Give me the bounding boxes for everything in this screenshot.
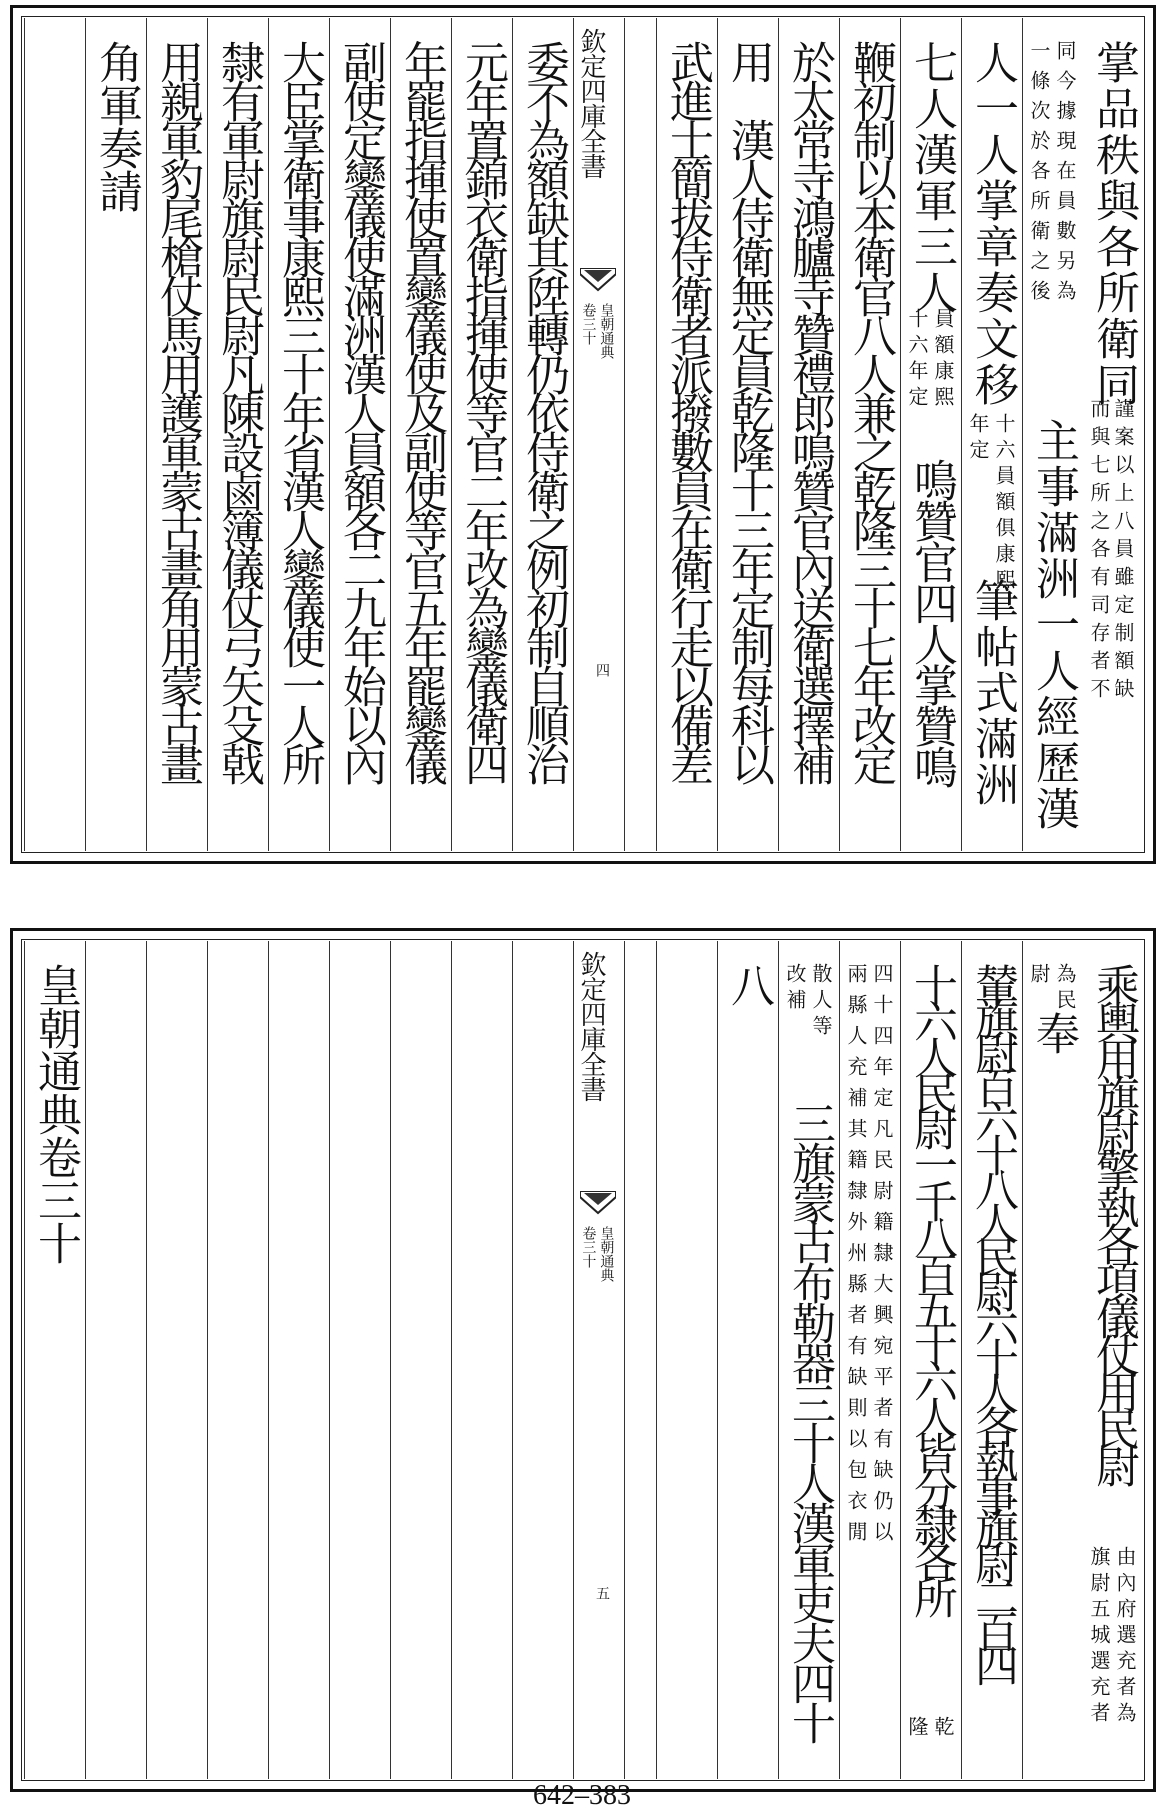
main-text: 乘輿用旗尉擎執各項儀仗用民尉	[1088, 963, 1139, 1481]
main-text: 年罷指揮使置鑾儀使及副使等官五年罷鑾儀	[396, 40, 447, 781]
top-page	[10, 5, 1156, 864]
text-column	[85, 18, 147, 851]
annotation-text: 十六年定	[905, 308, 929, 412]
book-title: 欽定四庫全書	[576, 951, 606, 1101]
annotation-text: 旗尉五城選充者	[1087, 1546, 1111, 1728]
text-column	[451, 18, 513, 851]
text-column	[1022, 941, 1084, 1779]
center-fold	[573, 18, 625, 851]
main-text: 八	[723, 963, 774, 1006]
annotation-text: 謹案以上八員雖定制額缺	[1111, 398, 1135, 706]
main-text: 隸有軍尉旗尉民尉凡陳設鹵簿儀仗弓矢殳戟	[213, 40, 264, 781]
main-text: 副使定鑾儀使滿洲漢人員額各二九年始以內	[335, 40, 386, 781]
main-text: 用 漢人侍衛無定員乾隆十三年定制每科以	[723, 40, 774, 781]
text-column	[268, 18, 330, 851]
text-column	[778, 18, 840, 851]
folio-number: 四	[594, 663, 610, 677]
page-number: 642–383	[533, 1780, 631, 1811]
chapter-end-title: 皇朝通典卷三十	[30, 963, 81, 1264]
text-column	[329, 941, 391, 1779]
annotation-text: 乾	[931, 1716, 955, 1740]
sub-title: 皇朝通典	[598, 303, 615, 359]
main-text: 大臣掌衛事康熙三十年省漢人鑾儀使一人所	[274, 40, 325, 781]
annotation-text: 四十四年定凡民尉籍隸大興宛平者有缺仍以	[870, 963, 894, 1552]
text-column	[390, 941, 452, 1779]
text-column	[207, 18, 269, 851]
text-column	[85, 941, 147, 1779]
annotation-text: 年定	[966, 413, 990, 465]
main-text: 鳴贊官四人掌贊鳴	[906, 458, 957, 786]
annotation-text: 十六員額俱康熙	[992, 413, 1016, 595]
annotation-text: 為民	[1053, 963, 1077, 1015]
text-column	[839, 941, 901, 1779]
main-text: 鞭初制以本衛官八人兼之乾隆三十七年改定	[845, 40, 896, 781]
text-column	[1083, 18, 1144, 851]
text-column	[900, 941, 962, 1779]
annotation-text: 散人等	[809, 963, 833, 1041]
main-text: 掌品秩與各所衛同	[1088, 40, 1139, 408]
text-column	[1083, 941, 1144, 1779]
text-column	[961, 18, 1023, 851]
text-column	[778, 941, 840, 1779]
text-column	[717, 941, 779, 1779]
main-text: 輦旗尉百六十八人民尉六十人各執事旗尉二百四	[967, 963, 1018, 1677]
annotation-text: 一條次於各所衛之後	[1027, 40, 1051, 310]
main-text: 主事滿洲一人經歷漢	[1028, 418, 1079, 832]
annotation-text: 改補	[783, 963, 807, 1015]
main-text: 三旗蒙古布勒器三十人漢軍吏夫四十	[784, 1101, 835, 1741]
text-column	[717, 18, 779, 851]
text-column	[329, 18, 391, 851]
text-column	[900, 18, 962, 851]
annotation-text: 而與七所之各有司存者不	[1087, 398, 1111, 706]
annotation-text: 由內府選充者為	[1113, 1546, 1137, 1728]
bottom-page	[10, 928, 1156, 1792]
text-column	[451, 941, 513, 1779]
sub-title: 皇朝通典	[598, 1226, 615, 1282]
text-column	[390, 18, 452, 851]
text-column	[839, 18, 901, 851]
text-column	[961, 941, 1023, 1779]
text-column	[146, 18, 208, 851]
volume-label: 卷三十	[580, 1226, 597, 1268]
text-column	[512, 18, 574, 851]
main-text: 七人漢軍三人	[906, 40, 957, 316]
fishtail-mark-icon	[580, 1191, 616, 1221]
book-title: 欽定四庫全書	[576, 28, 606, 178]
main-text: 元年置錦衣衛指揮使等官二年改為鑾儀衛四	[457, 40, 508, 781]
main-text: 奉	[1028, 1011, 1079, 1054]
fishtail-mark-icon	[580, 268, 616, 298]
annotation-text: 員額康熙	[931, 308, 955, 412]
annotation-text: 同今據現在員數另為	[1053, 40, 1077, 310]
folio-number: 五	[594, 1586, 610, 1600]
text-column	[268, 941, 330, 1779]
main-text: 人一人掌章奏文移	[967, 40, 1018, 408]
annotation-text: 尉	[1027, 963, 1051, 989]
text-column	[512, 941, 574, 1779]
main-text: 用親軍豹尾槍仗馬用護軍蒙古畫角用蒙古畫	[152, 40, 203, 781]
main-text: 筆帖式滿洲	[967, 578, 1018, 808]
text-column	[656, 18, 718, 851]
annotation-text: 隆	[905, 1716, 929, 1740]
main-text: 武進士簡拔侍衛者派撥數員在衛行走以備差	[662, 40, 713, 781]
text-column	[24, 18, 86, 851]
text-column	[1022, 18, 1084, 851]
volume-label: 卷三十	[580, 303, 597, 345]
main-text: 角軍奏請	[91, 40, 142, 212]
text-column	[207, 941, 269, 1779]
center-fold	[573, 941, 625, 1779]
text-column	[24, 941, 86, 1779]
main-text: 十六人民尉一千八百五十六人皆分隸各所	[906, 963, 957, 1611]
main-text: 於太常寺鴻臚寺贊禮郎鳴贊官內送衛選擇補	[784, 40, 835, 781]
annotation-text: 兩縣人充補其籍隸外州縣者有缺則以包衣閒	[844, 963, 868, 1552]
main-text: 委不為額缺其陞轉仍依侍衛之例初制自順治	[518, 40, 569, 781]
text-column	[146, 941, 208, 1779]
text-column	[656, 941, 718, 1779]
